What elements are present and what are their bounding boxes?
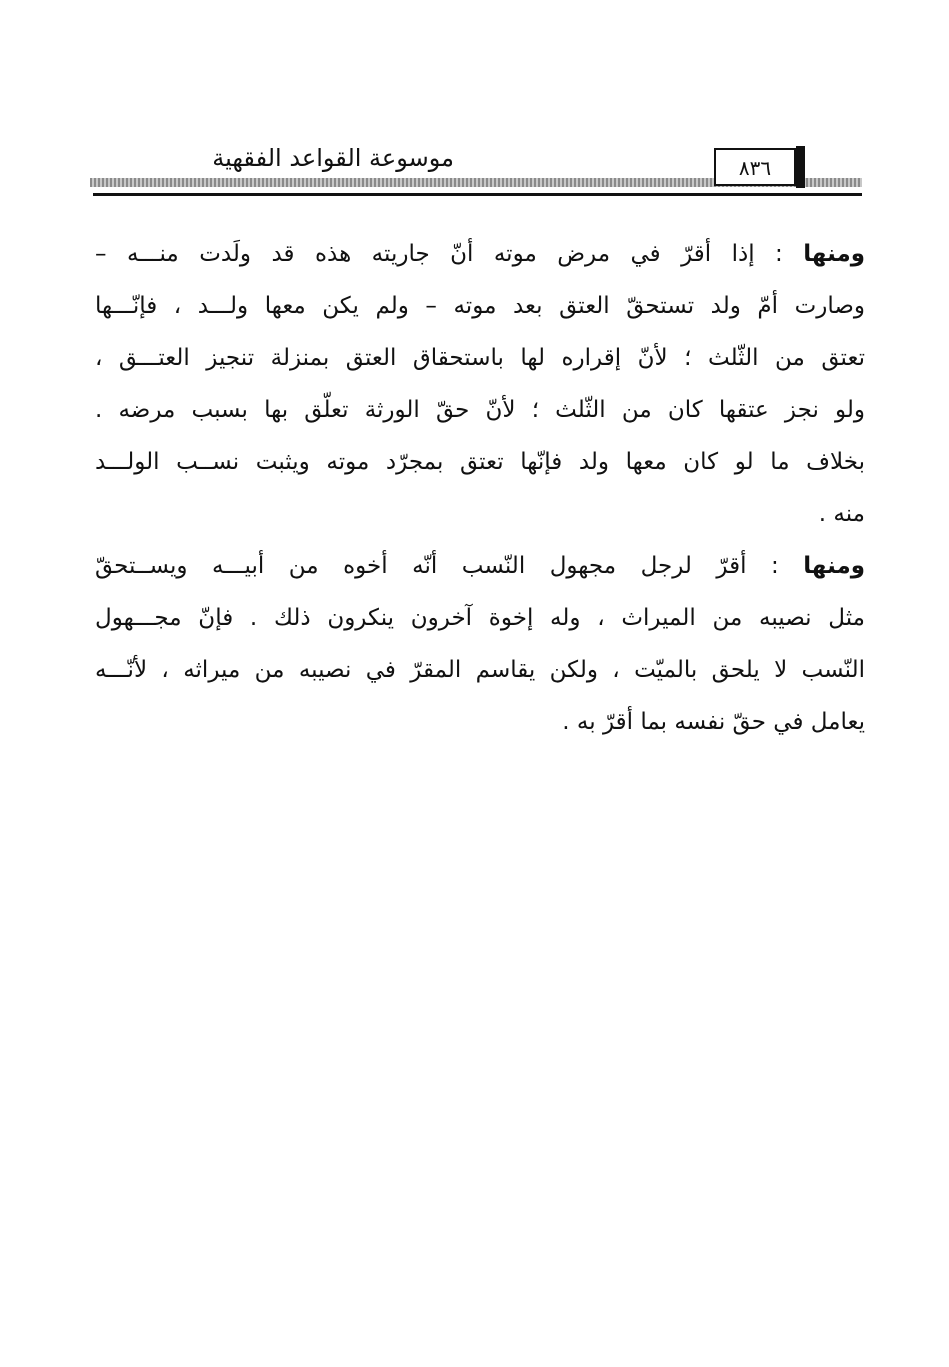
page-number-box xyxy=(714,148,796,186)
header-rule xyxy=(93,193,862,196)
text-line: وصارت أمّ ولد تستحقّ العتق بعد موته – ولم يكن معها ولـــد ، فإنّـــها xyxy=(95,293,865,319)
text-line: ومنها : أقرّ لرجل مجهول النّسب أنّه أخوه من أبيـــه ويســتحقّ xyxy=(95,553,865,579)
text-line: يعامل في حقّ نفسه بما أقرّ به . xyxy=(562,709,865,735)
paragraph-lead: ومنها xyxy=(803,241,865,267)
book-title: موسوعة القواعد الفقهية xyxy=(212,144,454,172)
paragraph-1 xyxy=(95,228,865,540)
text-line: ومنها : إذا أقرّ في مرض موته أنّ جاريته هذه قد ولَدت منـــه – xyxy=(95,241,865,267)
text-line: بخلاف ما لو كان معها ولد فإنّها تعتق بمجرّد موته ويثبت نســب الولـــد xyxy=(95,449,865,475)
page-number-box-shadow xyxy=(796,146,805,188)
page-body xyxy=(95,228,865,748)
text-line: تعتق من الثّلث ؛ لأنّ إقراره لها باستحقاق العتق بمنزلة تنجيز العتـــق ، xyxy=(95,345,865,371)
text-line: ولو نجز عتقها كان من الثّلث ؛ لأنّ حقّ الورثة تعلّق بها بسبب مرضه . xyxy=(95,397,865,423)
page-header xyxy=(90,138,862,198)
page-number: ٨٣٦ xyxy=(738,156,772,180)
paragraph-lead: ومنها xyxy=(803,553,865,579)
text-line: مثل نصيبه من الميراث ، وله إخوة آخرون ينكرون ذلك . فإنّ مجـــهول xyxy=(95,605,865,631)
paragraph-2 xyxy=(95,540,865,748)
text-line: النّسب لا يلحق بالميّت ، ولكن يقاسم المقرّ في نصيبه من ميراثه ، لأنّـــه xyxy=(95,657,865,683)
text-line: منه . xyxy=(818,501,865,527)
